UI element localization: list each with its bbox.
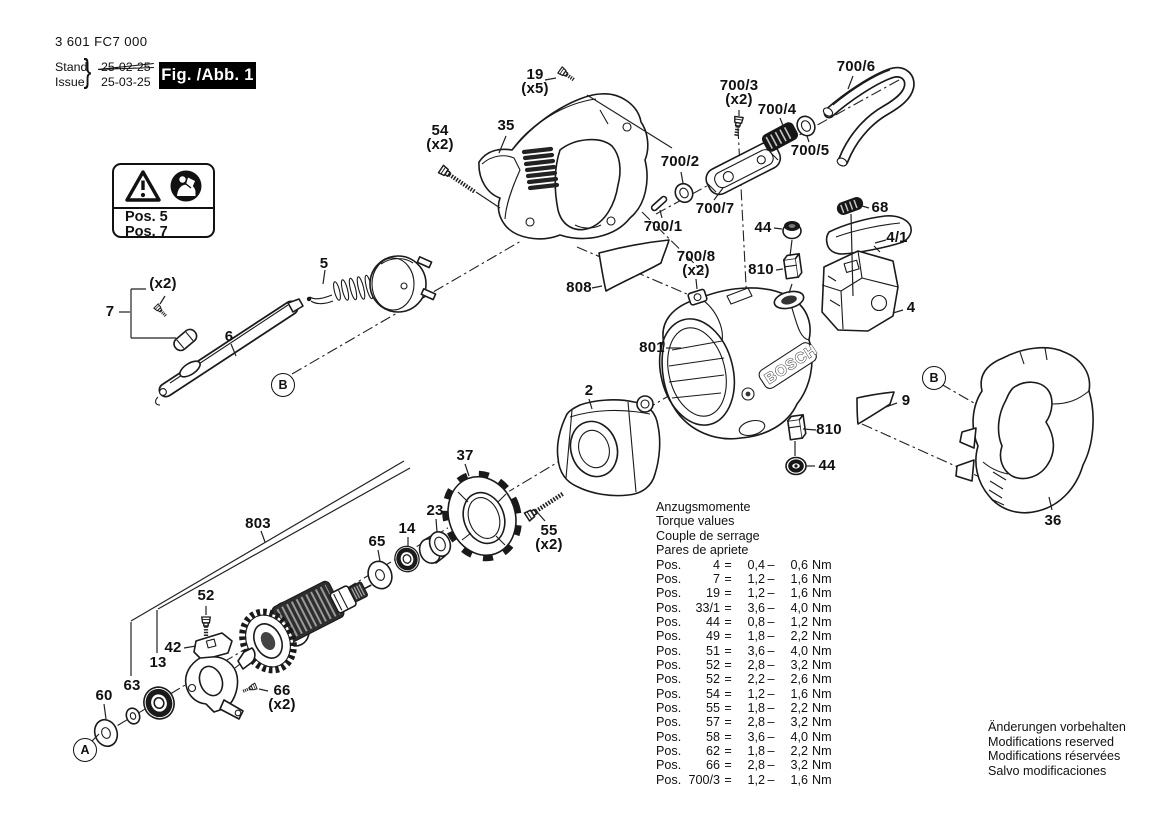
torque-row-700-3-15	[656, 773, 835, 787]
torque-table	[656, 500, 835, 787]
modifications-notice	[988, 720, 1126, 779]
notice-line-1: Modifications reserved	[988, 734, 1114, 749]
part-810-brush-bottom	[787, 415, 806, 440]
torque-equals: =	[724, 586, 732, 601]
torque-unit: Nm	[812, 658, 832, 673]
torque-row-52-7	[656, 658, 835, 672]
torque-pos: 62	[705, 744, 720, 759]
torque-min: 1,2	[747, 586, 765, 601]
part-label-810-13: 810	[748, 261, 774, 278]
torque-row-33-1-3	[656, 601, 835, 615]
torque-dash: –	[767, 586, 775, 601]
part-55-screw	[524, 490, 565, 521]
ref-bubble-B-2: B	[922, 366, 946, 390]
torque-equals: =	[724, 672, 732, 687]
warning-icons-row	[114, 165, 213, 209]
torque-min: 1,8	[747, 744, 765, 759]
part-label-35-2: 35	[497, 117, 515, 134]
bosch-logo-text: BOSCH	[761, 341, 821, 388]
part-700-6-handle-bar	[822, 70, 909, 167]
torque-min: 1,8	[747, 629, 765, 644]
part-44-cap-top	[783, 221, 801, 239]
torque-pos: 57	[705, 715, 720, 730]
torque-row-57-11	[656, 715, 835, 729]
torque-equals: =	[724, 629, 732, 644]
torque-pos: 49	[705, 629, 720, 644]
part-label-60-36: 60	[95, 687, 113, 704]
part-808-label-plate	[599, 240, 669, 291]
torque-pos: 66	[705, 758, 720, 773]
torque-pos: 33/1	[695, 600, 720, 615]
torque-equals: =	[724, 686, 732, 701]
torque-max: 1,6	[790, 586, 808, 601]
torque-pos-prefix: Pos.	[656, 686, 682, 701]
part-52-screw	[202, 617, 211, 637]
part-7-screw	[154, 304, 168, 318]
part-label-36-38: 36	[1044, 512, 1062, 529]
torque-dash: –	[767, 772, 775, 787]
figure-title-box: Fig. /Abb. 1	[159, 62, 256, 89]
torque-equals: =	[724, 772, 732, 787]
part-label-810-24: 810	[816, 421, 842, 438]
part-label-68-11: 68	[871, 199, 889, 216]
torque-max: 4,0	[790, 600, 808, 615]
torque-pos: 54	[705, 686, 720, 701]
torque-pos-prefix: Pos.	[656, 758, 682, 773]
torque-pos: 7	[712, 571, 720, 586]
torque-max: 2,2	[790, 629, 808, 644]
part-label-9-23: 9	[901, 392, 911, 409]
torque-pos-prefix: Pos.	[656, 643, 682, 658]
part-label-44-25: 44	[818, 457, 836, 474]
issue-date: 25-03-25	[101, 75, 151, 89]
torque-min: 3,6	[747, 643, 765, 658]
part-36-handle-housing	[956, 348, 1093, 513]
torque-unit: Nm	[812, 586, 832, 601]
torque-max: 2,2	[790, 701, 808, 716]
ref-bubble-B-1: B	[271, 373, 295, 397]
torque-row-49-5	[656, 629, 835, 643]
torque-pos-prefix: Pos.	[656, 615, 682, 629]
torque-max: 3,2	[790, 758, 808, 773]
part-810-brush-top	[783, 254, 802, 279]
torque-min: 1,8	[747, 701, 765, 716]
torque-pos-prefix: Pos.	[656, 772, 682, 787]
part-9-label-plate	[857, 392, 894, 424]
torque-title-line-1: Torque values	[656, 514, 735, 529]
torque-pos-prefix: Pos.	[656, 701, 682, 716]
torque-unit: Nm	[812, 600, 832, 615]
part-label-700-6-5: 700/6	[836, 58, 876, 75]
torque-pos: 52	[705, 672, 720, 687]
part-label-42-33: 42	[164, 639, 182, 656]
torque-equals: =	[724, 744, 732, 759]
part-700-2-ring	[672, 181, 696, 206]
part-label-14-28: 14	[398, 520, 416, 537]
part-13-bearing	[139, 683, 178, 723]
torque-dash: –	[767, 744, 775, 759]
torque-unit: Nm	[812, 729, 832, 744]
torque-pos: 44	[705, 615, 720, 629]
torque-min: 1,2	[747, 772, 765, 787]
part-label-44-12: 44	[754, 219, 772, 236]
torque-row-19-2	[656, 586, 835, 600]
torque-pos: 52	[705, 658, 720, 673]
part-label-13-34: 13	[149, 654, 167, 671]
torque-row-4-0	[656, 558, 835, 572]
torque-pos: 55	[705, 701, 720, 716]
torque-dash: –	[767, 686, 775, 701]
part-label--x2--18: (x2)	[149, 275, 177, 292]
torque-max: 3,2	[790, 715, 808, 730]
part-label-700-3-3: 700/3 (x2)	[719, 77, 759, 108]
part-label-700-5-6: 700/5	[790, 142, 830, 159]
torque-table-rows	[656, 558, 835, 788]
torque-unit: Nm	[812, 629, 832, 644]
part-label-700-4-4: 700/4	[757, 101, 797, 118]
torque-equals: =	[724, 715, 732, 730]
torque-row-51-6	[656, 644, 835, 658]
part-label-5-21: 5	[319, 255, 329, 272]
part-label-700-7-8: 700/7	[695, 200, 735, 217]
part-label-23-27: 23	[426, 502, 444, 519]
torque-min: 2,8	[747, 658, 765, 673]
torque-pos-prefix: Pos.	[656, 557, 682, 572]
part-19-screw	[558, 67, 576, 83]
issue-label: Issue	[55, 75, 85, 89]
part-label-52-32: 52	[197, 587, 215, 604]
read-manual-icon	[169, 169, 203, 203]
part-44-cap-bottom	[786, 458, 806, 475]
part-68-spring	[836, 196, 865, 216]
torque-pos: 700/3	[688, 772, 720, 787]
torque-pos: 4	[712, 557, 720, 572]
torque-pos-prefix: Pos.	[656, 744, 682, 759]
torque-max: 1,6	[790, 772, 808, 787]
part-label-63-35: 63	[123, 677, 141, 694]
part-700-3-screw	[732, 116, 743, 137]
part-label-55-30: 55 (x2)	[535, 522, 563, 553]
part-14-bearing	[391, 543, 422, 575]
torque-min: 3,6	[747, 729, 765, 744]
part-2-stator	[557, 396, 659, 496]
torque-dash: –	[767, 715, 775, 730]
torque-equals: =	[724, 729, 732, 744]
torque-pos: 58	[705, 729, 720, 744]
torque-pos: 51	[705, 643, 720, 658]
part-63-washer	[124, 706, 142, 725]
notice-line-0: Änderungen vorbehalten	[988, 720, 1126, 734]
torque-min: 3,6	[747, 600, 765, 615]
torque-unit: Nm	[812, 686, 832, 701]
part-label-19-0: 19 (x5)	[521, 66, 549, 97]
notice-line-2: Modifications réservées	[988, 749, 1121, 764]
torque-pos-prefix: Pos.	[656, 571, 682, 586]
torque-dash: –	[767, 571, 775, 586]
torque-min: 0,8	[747, 615, 765, 629]
part-label-808-15: 808	[566, 279, 592, 296]
torque-min: 1,2	[747, 686, 765, 701]
part-803-armature	[233, 576, 376, 679]
torque-pos-prefix: Pos.	[656, 729, 682, 744]
part-label-66-37: 66 (x2)	[268, 682, 296, 713]
torque-max: 2,2	[790, 744, 808, 759]
warning-pos-7: Pos. 7	[125, 224, 168, 238]
torque-unit: Nm	[812, 772, 832, 787]
torque-dash: –	[767, 658, 775, 673]
part-label-7-19: 7	[105, 303, 115, 320]
torque-max: 1,6	[790, 686, 808, 701]
torque-row-55-10	[656, 701, 835, 715]
torque-max: 2,6	[790, 672, 808, 687]
part-label-6-20: 6	[224, 328, 234, 345]
torque-title-line-3: Pares de apriete	[656, 543, 749, 558]
torque-dash: –	[767, 643, 775, 658]
torque-equals: =	[724, 615, 732, 629]
torque-equals: =	[724, 557, 732, 572]
part-label-54-1: 54 (x2)	[426, 122, 454, 153]
warning-pos-5: Pos. 5	[125, 209, 168, 225]
torque-unit: Nm	[812, 744, 832, 759]
torque-row-62-13	[656, 744, 835, 758]
part-label-700-2-7: 700/2	[660, 153, 700, 170]
torque-row-52-8	[656, 672, 835, 686]
torque-equals: =	[724, 571, 732, 586]
torque-max: 3,2	[790, 658, 808, 673]
torque-unit: Nm	[812, 643, 832, 658]
torque-max: 4,0	[790, 643, 808, 658]
part-label-700-1-9: 700/1	[643, 218, 683, 235]
part-label-2-22: 2	[584, 382, 594, 399]
torque-unit: Nm	[812, 701, 832, 716]
torque-title-line-2: Couple de serrage	[656, 528, 760, 543]
torque-dash: –	[767, 672, 775, 687]
torque-min: 2,8	[747, 715, 765, 730]
torque-row-54-9	[656, 687, 835, 701]
part-35-housing-shell	[479, 94, 648, 239]
stand-issue-brace: }	[83, 52, 92, 89]
torque-max: 1,2	[790, 615, 808, 629]
torque-pos-prefix: Pos.	[656, 629, 682, 644]
part-number-code: 3 601 FC7 000	[55, 34, 148, 49]
torque-min: 2,2	[747, 672, 765, 687]
torque-dash: –	[767, 600, 775, 615]
torque-unit: Nm	[812, 715, 832, 730]
torque-pos: 19	[705, 586, 720, 601]
torque-max: 0,6	[790, 557, 808, 572]
torque-equals: =	[724, 758, 732, 773]
stand-label: Stand	[55, 60, 88, 74]
torque-pos-prefix: Pos.	[656, 715, 682, 730]
torque-pos-prefix: Pos.	[656, 600, 682, 615]
torque-dash: –	[767, 758, 775, 773]
torque-pos-prefix: Pos.	[656, 658, 682, 673]
notice-line-3: Salvo modificaciones	[988, 764, 1107, 779]
torque-unit: Nm	[812, 557, 832, 572]
part-label-803-31: 803	[245, 515, 271, 532]
torque-dash: –	[767, 629, 775, 644]
part-label-700-8-10: 700/8 (x2)	[676, 248, 716, 279]
torque-row-66-14	[656, 758, 835, 772]
torque-pos-prefix: Pos.	[656, 672, 682, 687]
part-66-screw	[242, 683, 258, 694]
torque-dash: –	[767, 557, 775, 572]
torque-max: 4,0	[790, 729, 808, 744]
warning-positions-box	[112, 163, 215, 238]
torque-title-line-0: Anzugsmomente	[656, 500, 751, 514]
torque-equals: =	[724, 658, 732, 673]
torque-equals: =	[724, 643, 732, 658]
torque-unit: Nm	[812, 758, 832, 773]
torque-equals: =	[724, 701, 732, 716]
part-7-clamp	[172, 327, 200, 353]
torque-unit: Nm	[812, 672, 832, 687]
torque-row-44-4	[656, 615, 835, 629]
ref-bubble-A-0: A	[73, 738, 97, 762]
torque-dash: –	[767, 615, 775, 629]
torque-unit: Nm	[812, 571, 832, 586]
part-label-4-1-14: 4/1	[886, 229, 908, 246]
torque-dash: –	[767, 701, 775, 716]
part-54-screw	[438, 165, 477, 195]
torque-equals: =	[724, 600, 732, 615]
part-label-4-17: 4	[906, 299, 916, 316]
torque-min: 2,8	[747, 758, 765, 773]
torque-unit: Nm	[812, 615, 832, 629]
warning-triangle-icon	[124, 169, 162, 203]
part-label-37-26: 37	[456, 447, 474, 464]
torque-dash: –	[767, 729, 775, 744]
stand-date: 25-02-25	[101, 60, 151, 74]
torque-pos-prefix: Pos.	[656, 586, 682, 601]
torque-table-titles	[656, 500, 835, 558]
torque-row-7-1	[656, 572, 835, 586]
part-4-switch-module	[822, 251, 898, 331]
torque-min: 1,2	[747, 571, 765, 586]
torque-max: 1,6	[790, 571, 808, 586]
part-label-65-29: 65	[368, 533, 386, 550]
torque-min: 0,4	[747, 557, 765, 572]
torque-row-58-12	[656, 730, 835, 744]
part-label-801-16: 801	[639, 339, 665, 356]
